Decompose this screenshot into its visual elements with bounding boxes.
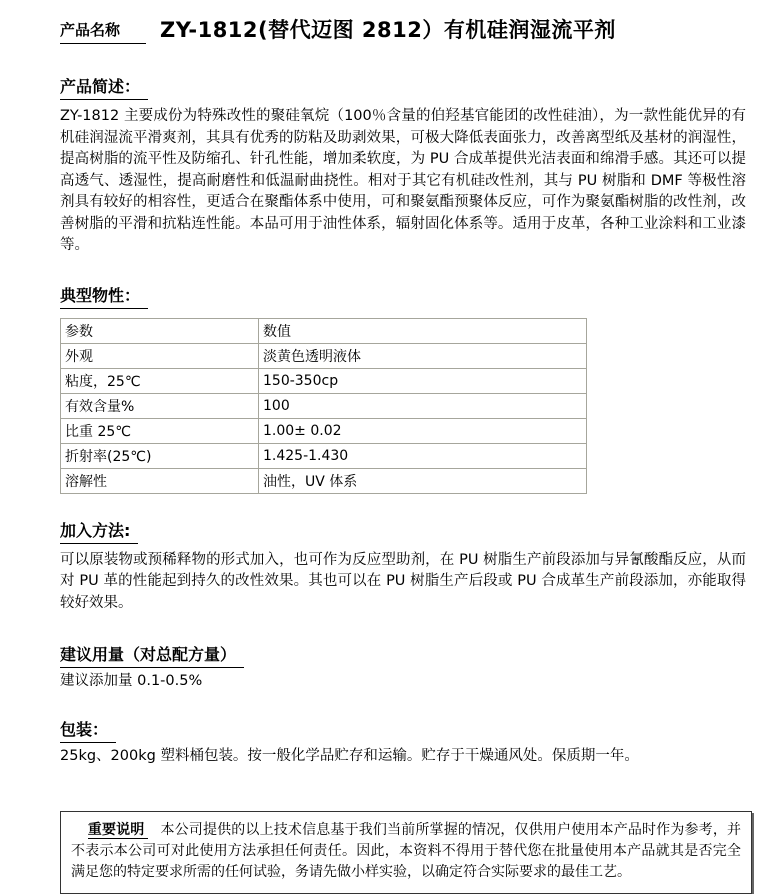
section-properties xyxy=(60,283,746,494)
table-cell: 1.425-1.430 xyxy=(259,443,587,468)
dosage-value: 建议添加量 0.1-0.5% xyxy=(60,673,203,689)
section-packaging xyxy=(60,717,746,768)
notice-paragraph xyxy=(71,820,741,883)
section-summary xyxy=(60,74,746,257)
table-row xyxy=(61,343,587,368)
packaging-heading: 包装： xyxy=(60,717,116,743)
table-cell: 1.00± 0.02 xyxy=(259,418,587,443)
table-cell: 100 xyxy=(259,393,587,418)
table-header-row xyxy=(61,318,587,343)
properties-heading: 典型物性： xyxy=(60,283,148,309)
summary-heading: 产品简述： xyxy=(60,74,148,100)
table-cell: 外观 xyxy=(61,343,259,368)
document-content xyxy=(60,14,746,894)
table-cell: 比重 25℃ xyxy=(61,418,259,443)
page-title: ZY-1812(替代迈图 2812）有机硅润湿流平剂 xyxy=(160,18,616,42)
properties-table xyxy=(60,318,587,494)
table-cell: 150-350cp xyxy=(259,368,587,393)
table-cell: 粘度，25℃ xyxy=(61,368,259,393)
important-notice-box xyxy=(60,811,752,894)
table-cell: 淡黄色透明液体 xyxy=(259,343,587,368)
table-row xyxy=(61,393,587,418)
addition-heading: 加入方法: xyxy=(60,518,138,544)
title-row xyxy=(60,14,746,44)
table-row xyxy=(61,468,587,493)
column-header-parameter: 参数 xyxy=(61,318,259,343)
table-cell: 溶解性 xyxy=(61,468,259,493)
summary-paragraph: ZY-1812 主要成份为特殊改性的聚硅氧烷（100％含量的伯羟基官能团的改性硅油），为一款性能优异的有机硅润湿流平滑爽剂，其具有优秀的防粘及助剥效果，可极大降低表面张力，改善离型纸及基材的润湿性，提高树脂的流平性及防缩孔、针孔性能，增加柔软度，为 PU 合成革提供光洁表面和绵滑手感。其还可以提高透气、透湿性，提高耐磨性和低温耐曲挠性。相对于其它有机硅改性剂，其与 PU 树脂和 DMF 等极性溶剂具有较好的相容性，更适合在聚酯体系中使用，可和聚氨酯预聚体反应，可作为聚氨酯树脂的改性剂，改善树脂的平滑和抗粘连性能。本品可用于油性体系，辐射固化体系等。适用于皮革，各种工业涂料和工业漆等。 xyxy=(60,108,746,253)
section-dosage xyxy=(60,642,746,693)
notice-body: 本公司提供的以上技术信息基于我们当前所掌握的情况，仅供用户使用本产品时作为参考，并不表示本公司可对此使用方法承担任何责任。因此，本资料不得用于替代您在批量使用本产品就其是否完全满足您的特定要求所需的任何试验，务请先做小样实验，以确定符合实际要求的最佳工艺。 xyxy=(71,822,741,880)
product-name-label: 产品名称 xyxy=(60,19,146,44)
addition-paragraph: 可以原装物或预稀释物的形式加入，也可作为反应型助剂，在 PU 树脂生产前段添加与异氰酸酯反应，从而对 PU 革的性能起到持久的改性效果。其也可以在 PU 树脂生产后段或 PU 合成革生产前段添加，亦能取得较好效果。 xyxy=(60,551,746,611)
table-cell: 油性，UV 体系 xyxy=(259,468,587,493)
table-row xyxy=(61,443,587,468)
packaging-paragraph: 25kg、200kg 塑料桶包装。按一般化学品贮存和运输。贮存于干燥通风处。保质期一年。 xyxy=(60,747,639,764)
section-addition-method xyxy=(60,518,746,615)
properties-table-body xyxy=(61,318,587,493)
table-row xyxy=(61,368,587,393)
table-cell: 折射率(25℃) xyxy=(61,443,259,468)
table-cell: 有效含量% xyxy=(61,393,259,418)
column-header-value: 数值 xyxy=(259,318,587,343)
table-row xyxy=(61,418,587,443)
notice-label: 重要说明 xyxy=(88,822,149,839)
dosage-heading: 建议用量（对总配方量） xyxy=(60,642,244,668)
